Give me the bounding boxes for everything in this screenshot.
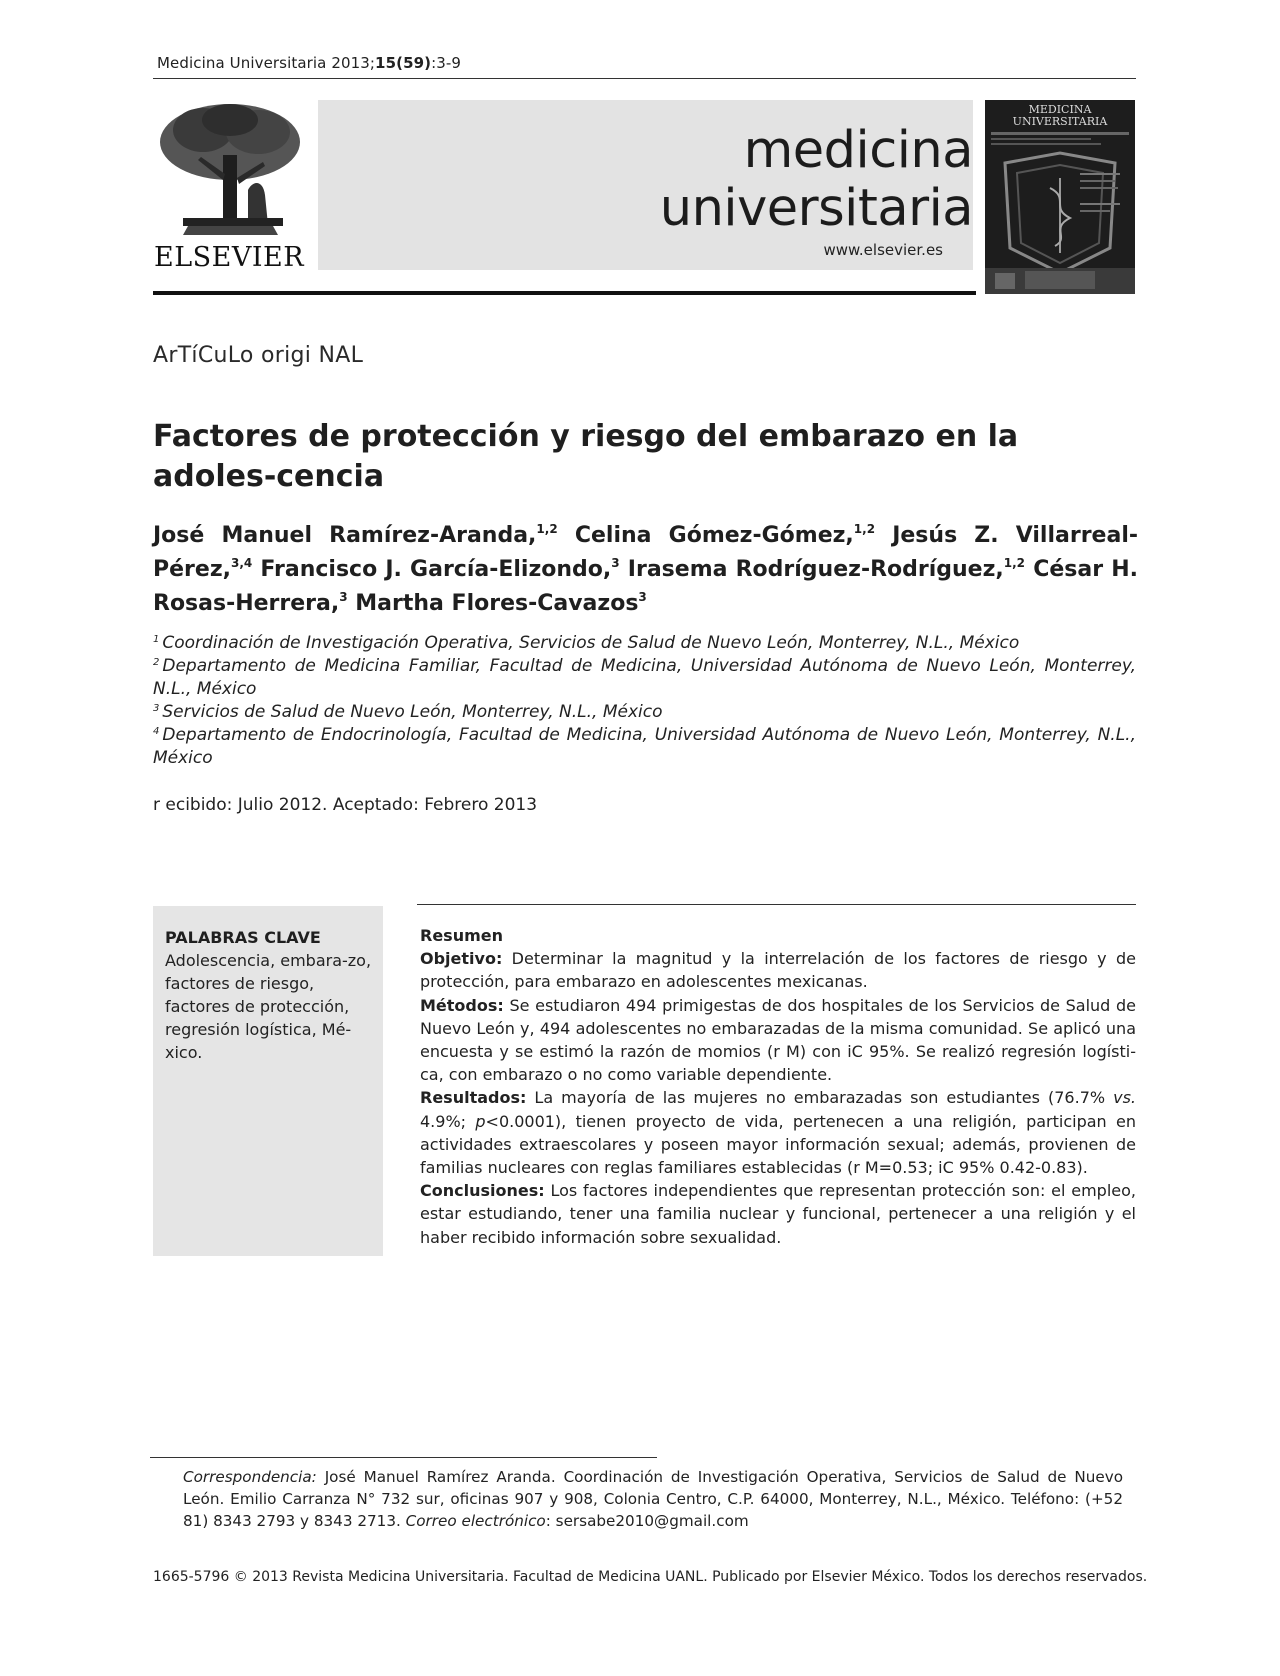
author-affiliation-ref: 1,2: [853, 522, 876, 536]
affiliation-number: 2: [153, 657, 160, 668]
affiliation-item: [153, 701, 1136, 724]
affiliation-text: Servicios de Salud de Nuevo León, Monterrey, N.L., México: [162, 702, 663, 722]
affiliation-number: 1: [153, 634, 160, 645]
journal-banner: [318, 100, 973, 270]
abstract-heading: Resumen: [420, 926, 503, 945]
metodos-text: Se estudiaron 494 primigestas de dos hospitales de los Servicios de Salud de Nuevo León y, 494 adolescentes no embarazadas de la misma comunidad. Se aplicó una encuesta y se estimó la razón de momios (r M) con iC 95%. Se realizó regresión logísti-ca, con embarazo o no como variable dependiente.: [420, 995, 1136, 1085]
abstract-metodos: [420, 994, 1136, 1087]
resultados-p: p: [475, 1111, 486, 1131]
cover-title-line2: UNIVERSITARIA: [1012, 115, 1108, 128]
journal-cover-thumbnail: [985, 100, 1135, 294]
author-affiliation-ref: 3,4: [230, 556, 253, 570]
author-affiliation-ref: 1,2: [1003, 556, 1026, 570]
resultados-text: 4.9%;: [420, 1111, 476, 1131]
keywords-heading: PALABRAS CLAVE: [165, 928, 321, 947]
email-label: Correo electrónico: [405, 1512, 546, 1530]
resultados-label: Resultados:: [420, 1088, 527, 1108]
author-affiliation-ref: 1,2: [536, 522, 558, 536]
top-divider: [153, 78, 1136, 79]
resultados-text: <0.0001), tienen proyecto de vida, pertenecen a una religión, participan en actividades extraescolares y poseen mayor información sexual; además, provienen de familias nucleares con reglas familiares establecidas (r M=0.53; iC 95% 0.42-0.83).: [420, 1111, 1137, 1178]
conclusiones-label: Conclusiones:: [420, 1181, 545, 1201]
author-name: Celina Gómez-Gómez,: [574, 523, 854, 548]
author-list: [153, 519, 1138, 621]
metodos-label: Métodos:: [420, 995, 504, 1015]
abstract-conclusiones: [420, 1179, 1136, 1249]
correspondence-footnote: [183, 1466, 1123, 1532]
journal-title-line1: medicina: [743, 121, 973, 180]
resultados-vs: vs.: [1113, 1088, 1136, 1108]
affiliation-number: 4: [153, 726, 160, 737]
journal-reference: [157, 54, 461, 72]
journal-website-link[interactable]: www.elsevier.es: [823, 241, 943, 259]
affiliation-item: [153, 632, 1136, 655]
article-title: Factores de protección y riesgo del embarazo en la adoles-cencia: [153, 419, 1019, 494]
objetivo-text: Determinar la magnitud y la interrelación de los factores de riesgo y de protección, para embarazo en adolescentes mexicanas.: [420, 949, 1136, 992]
correspondence-text: José Manuel Ramírez Aranda. Coordinación de Investigación Operativa, Servicios de Salud de Nuevo León. Emilio Carranza N° 732 sur, oficinas 907 y 908, Colonia Centro, C.P. 64000, Monterrey, N.L., México. Teléfono: (+52 81) 8343 2793 y 8343 2713.: [183, 1468, 1123, 1530]
abstract-resultados: [420, 1086, 1136, 1179]
author-name: Irasema Rodríguez-Rodríguez,: [627, 557, 1004, 582]
correspondence-label: Correspondencia:: [183, 1468, 317, 1486]
elsevier-wordmark: ELSEVIER: [154, 242, 305, 273]
affiliation-number: 3: [153, 703, 160, 714]
correspondence-email[interactable]: : sersabe2010@gmail.com: [545, 1512, 749, 1530]
abstract-objetivo: [420, 947, 1136, 993]
keywords-box: [153, 906, 383, 1256]
footnote-divider: [150, 1457, 657, 1458]
affiliation-item: [153, 724, 1136, 770]
affiliation-list: [153, 632, 1136, 770]
author-affiliation-ref: 3: [339, 590, 348, 604]
keywords-text: Adolescencia, embara-zo, factores de riesgo, factores de protección, regresión logística, Mé-xico.: [165, 951, 372, 1062]
journal-title-line2: universitaria: [659, 179, 973, 238]
author-affiliation-ref: 3: [611, 556, 620, 570]
affiliation-text: Departamento de Medicina Familiar, Facultad de Medicina, Universidad Autónoma de Nuevo León, Monterrey, N.L., México: [153, 656, 1136, 699]
author-name: Francisco J. García-Elizondo,: [260, 557, 612, 582]
cover-title-line1: MEDICINA: [1028, 103, 1092, 116]
cover-emblem-icon: [985, 128, 1135, 294]
journal-banner-title: [660, 122, 973, 238]
banner-divider: [153, 291, 976, 295]
journal-name-year: Medicina Universitaria 2013;: [157, 54, 376, 72]
author-name: César H. Rosas-Herrera,: [153, 557, 1138, 616]
affiliation-text: Departamento de Endocrinología, Facultad de Medicina, Universidad Autónoma de Nuevo León, Monterrey, N.L., México: [153, 725, 1136, 768]
abstract: [420, 924, 1136, 1249]
author-name: Martha Flores-Cavazos: [355, 591, 639, 616]
resultados-text: La mayoría de las mujeres no embarazadas son estudiantes (76.7%: [526, 1088, 1114, 1108]
objetivo-label: Objetivo:: [420, 949, 503, 969]
abstract-divider: [417, 904, 1136, 905]
conclusiones-text: Los factores independientes que representan protección son: el empleo, estar estudiando, tener una familia nuclear y funcional, pertenecer a una religión y el haber recibido información sobre sexualidad.: [420, 1181, 1136, 1247]
received-accepted-dates: r ecibido: Julio 2012. Aceptado: Febrero 2013: [153, 795, 538, 815]
journal-pages: :3-9: [431, 54, 462, 72]
journal-volume-issue: 15(59): [375, 54, 432, 72]
cover-title: [985, 104, 1135, 128]
article-type-label: ArTíCuLo origi NAL: [153, 343, 364, 368]
author-name: Jesús Z. Villarreal-Pérez,: [153, 523, 1138, 582]
author-name: José Manuel Ramírez-Aranda,: [153, 523, 537, 548]
author-affiliation-ref: 3: [638, 590, 647, 604]
copyright-line: 1665-5796 © 2013 Revista Medicina Universitaria. Facultad de Medicina UANL. Publicado por Elsevier México. Todos los derechos reservados.: [153, 1569, 1148, 1585]
affiliation-text: Coordinación de Investigación Operativa, Servicios de Salud de Nuevo León, Monterrey, N.L., México: [162, 633, 1020, 653]
affiliation-item: [153, 655, 1136, 701]
